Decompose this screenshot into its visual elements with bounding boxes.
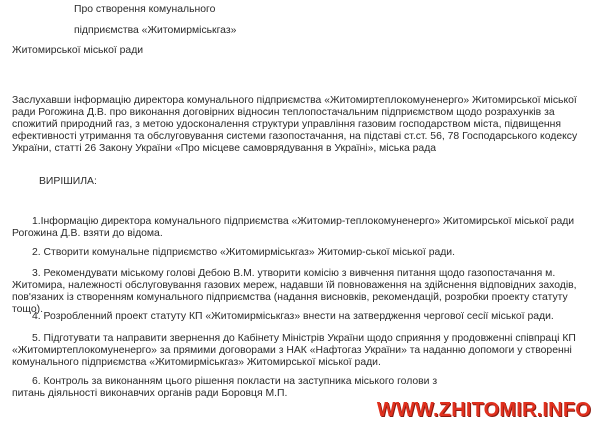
header-line-1: Про створення комунального [74,4,216,15]
resolution-item-6: 6. Контроль за виконанням цього рішення покласти на заступника міського голови з питань діяльності виконавчих органів ради Боровця М.П. [12,376,438,399]
intro-paragraph: Заслухавши інформацію директора комунального підприємства «Житомиртеплокомуненерго» Житомирської міської ради Рогожина Д.В. про виконання договірних відносин теплопостачальним підприємством щодо розрахунків за спожитий природний газ, з метою удосконалення структури управління газовим господарством міста, підвищення ефективності утримання та обслуговування системи газопостачання, на підставі ст.ст. 56, 78 Господарського кодексу України, статті 26 Закону України «Про місцеве самоврядування в Україні», міська рада [12,95,578,154]
resolution-item-2: 2. Створити комунальне підприємство «Житомирміськгаз» Житомир-ської міської ради. [32,247,456,258]
resolution-item-5: 5. Підготувати та направити звернення до Кабінету Міністрів України щодо сприяння у продовженні співпраці КП «Житомиртеплокомуненерго» за прямими договорами з НАК «Нафтогаз України» та наданню допомоги у створенні комунального підприємства «Житомирміськгаз» Житомирської міської ради. [12,333,576,368]
resolution-item-3: 3. Рекомендувати міському голові Дебою В.М. утворити комісію з вивчення питання щодо газопостачання м. Житомира, належності обслуговування газових мереж, надавши їй повноваження на здійснення відповідних заходів, пов'язаних із створенням комунального підприємства (надання висновків, рекомендацій, розробки проекту статуту тощо). [12,268,577,315]
resolution-item-4: 4. Розробленний проект статуту КП «Житомирміськгаз» внести на затвердження чергової сесії міської ради. [32,311,554,322]
decided-heading: ВИРІШИЛА: [39,176,97,187]
header-line-2: підприємства «Житомирміськгаз» [74,25,237,36]
resolution-item-1: 1.Інформацію директора комунального підприємства «Житомир-теплокомуненерго» Житомирської міської ради Рогожина Д.В. взяти до відома. [12,216,575,239]
header-line-3: Житомирської міської ради [12,45,144,56]
site-watermark: WWW.ZHITOMIR.INFO [376,399,591,421]
